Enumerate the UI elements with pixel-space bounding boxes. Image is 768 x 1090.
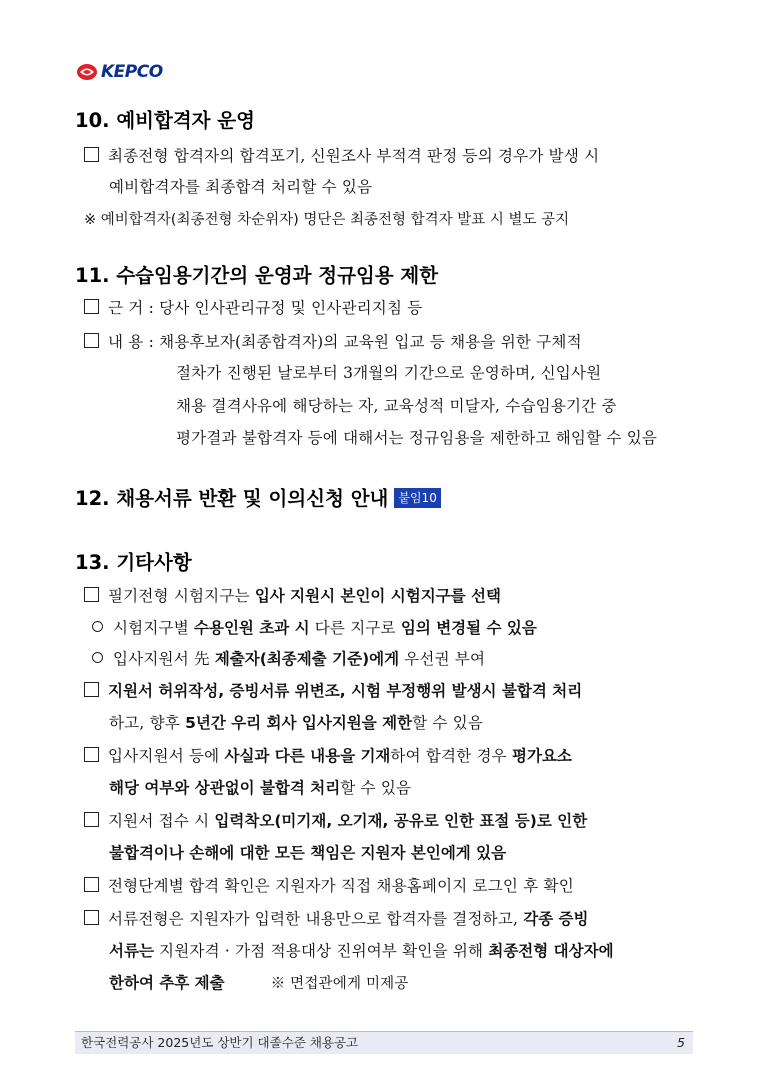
s13-item-a: 필기전형 시험지구는 입사 지원시 본인이 시험지구를 선택 — [84, 584, 501, 606]
checkbox-square-icon — [84, 682, 99, 697]
attachment-badge[interactable]: 붙임10 — [394, 488, 440, 508]
s11-content-l2: 절차가 진행된 날로부터 3개월의 기간으로 운영하며, 신입사원 — [176, 364, 602, 382]
s13-item-b: 지원서 허위작성, 증빙서류 위변조, 시험 부정행위 발생시 불합격 처리 — [84, 679, 582, 701]
s13-item-f: 서류전형은 지원자가 입력한 내용만으로 합격자를 결정하고, 각종 증빙 — [84, 907, 589, 929]
s13-item-b-cont: 하고, 향후 5년간 우리 회사 입사지원을 제한할 수 있음 — [109, 714, 484, 732]
s13-item-a-sub-1: 시험지구별 수용인원 초과 시 다른 지구로 임의 변경될 수 있음 — [92, 616, 537, 638]
section-13-title: 13. 기타사항 — [75, 551, 192, 574]
logo-text: KEPCO — [101, 62, 163, 82]
s11-content-l3: 채용 결격사유에 해당하는 자, 교육성적 미달자, 수습임용기간 중 — [176, 397, 617, 415]
s13-item-f-cont-2: 한하여 추후 제출 ※ 면접관에게 미제공 — [109, 974, 409, 992]
checkbox-square-icon — [84, 333, 99, 348]
checkbox-square-icon — [84, 147, 99, 162]
s13-item-d-cont: 불합격이나 손해에 대한 모든 책임은 지원자 본인에게 있음 — [109, 844, 507, 862]
s13-item-a-sub-2: 입사지원서 先 제출자(최종제출 기준)에게 우선권 부여 — [92, 647, 485, 669]
s13-item-e: 전형단계별 합격 확인은 지원자가 직접 채용홈페이지 로그인 후 확인 — [84, 874, 574, 896]
s10-bullet-1: 최종전형 합격자의 합격포기, 신원조사 부적격 판정 등의 경우가 발생 시 — [84, 144, 599, 166]
checkbox-square-icon — [84, 747, 99, 762]
circle-bullet-icon — [92, 621, 103, 632]
page-number: 5 — [677, 1035, 685, 1050]
checkbox-square-icon — [84, 812, 99, 827]
s10-bullet-1-cont: 예비합격자를 최종합격 처리할 수 있음 — [109, 178, 373, 196]
s11-content: 내 용 : 채용후보자(최종합격자)의 교육원 입교 등 채용을 위한 구체적 — [84, 330, 582, 352]
s13-item-c-cont: 해당 여부와 상관없이 불합격 처리할 수 있음 — [109, 779, 412, 797]
checkbox-square-icon — [84, 910, 99, 925]
s10-note: ※ 예비합격자(최종전형 차순위자) 명단은 최종전형 합격자 발표 시 별도 공지 — [84, 212, 570, 228]
s11-basis: 근 거 : 당사 인사관리규정 및 인사관리지침 등 — [84, 296, 422, 318]
circle-bullet-icon — [92, 652, 103, 663]
s13-item-c: 입사지원서 등에 사실과 다른 내용을 기재하여 합격한 경우 평가요소 — [84, 744, 572, 766]
s13-item-f-note: ※ 면접관에게 미제공 — [270, 976, 409, 992]
checkbox-square-icon — [84, 299, 99, 314]
kepco-logo — [76, 62, 163, 82]
section-12-title: 12. 채용서류 반환 및 이의신청 안내 붙임10 — [75, 483, 441, 511]
checkbox-square-icon — [84, 587, 99, 602]
s13-item-d: 지원서 접수 시 입력착오(미기재, 오기재, 공유로 인한 표절 등)로 인한 — [84, 809, 587, 831]
page-footer — [75, 1031, 693, 1054]
section-10-title: 10. 예비합격자 운영 — [75, 109, 255, 132]
s13-item-f-cont-1: 서류는 지원자격 · 가점 적용대상 진위여부 확인을 위해 최종전형 대상자에 — [109, 942, 614, 960]
s11-content-l4: 평가결과 불합격자 등에 대해서는 정규임용을 제한하고 해임할 수 있음 — [176, 429, 658, 447]
footer-title: 한국전력공사 2025년도 상반기 대졸수준 채용공고 — [81, 1035, 359, 1050]
section-11-title: 11. 수습임용기간의 운영과 정규임용 제한 — [75, 264, 439, 287]
checkbox-square-icon — [84, 877, 99, 892]
kepco-logo-mark-icon — [76, 63, 98, 81]
